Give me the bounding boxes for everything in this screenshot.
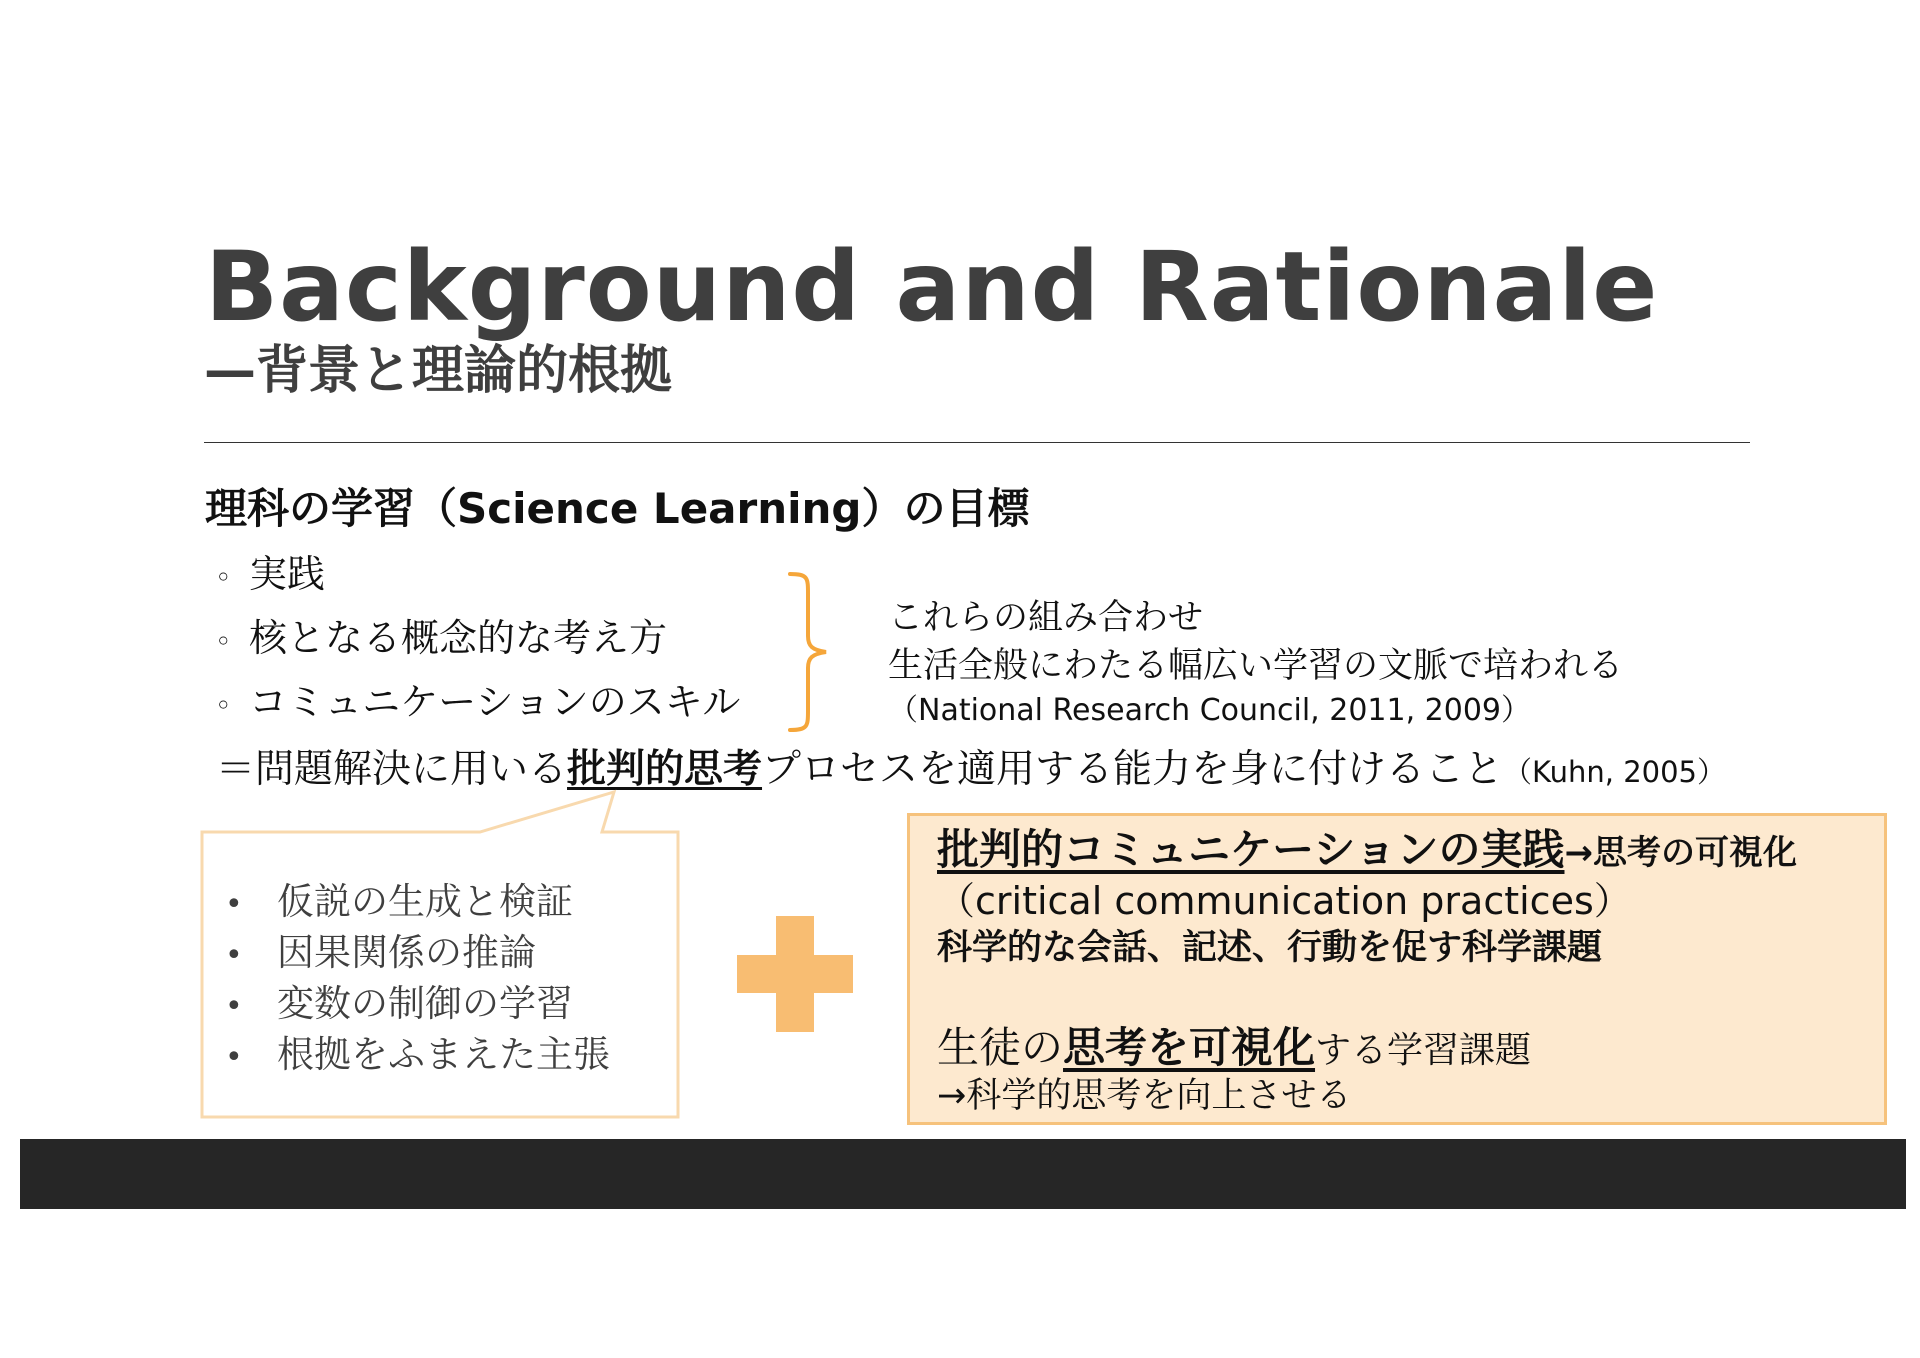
list-item xyxy=(215,676,740,740)
thinking-skill-list xyxy=(225,878,610,1082)
panel-heading-text: 批判的コミュニケーションの実践 xyxy=(937,825,1565,874)
plus-icon xyxy=(737,916,853,1032)
section-heading: 理科の学習（Science Learning）の目標 xyxy=(205,484,1030,533)
bullet-mark: ◦ xyxy=(215,689,232,722)
panel-line4-prefix: 生徒の xyxy=(937,1023,1064,1072)
panel-heading xyxy=(937,822,1797,881)
list-item xyxy=(215,548,740,612)
panel-line4-emphasis: 思考を可視化 xyxy=(1063,1023,1316,1072)
bullet-mark: • xyxy=(225,938,243,973)
bullet-text: 核となる概念的な考え方 xyxy=(249,616,668,660)
panel-description: 科学的な会話、記述、行動を促す科学課題 xyxy=(937,928,1603,968)
list-item xyxy=(215,612,740,676)
combination-note xyxy=(888,594,1623,732)
slide-title: Background and Rationale xyxy=(205,231,1659,343)
list-item xyxy=(225,929,610,980)
combination-line-1: これらの組み合わせ xyxy=(888,598,1204,638)
panel-english: （critical communication practices） xyxy=(937,879,1632,923)
combination-citation: （National Research Council, 2011, 2009） xyxy=(888,693,1532,728)
goal-emphasis: 批判的思考 xyxy=(567,747,763,792)
bullet-text: 実践 xyxy=(249,552,326,596)
bullet-mark: ◦ xyxy=(215,561,232,594)
panel-result-line: →科学的思考を向上させる xyxy=(937,1076,1352,1116)
callout-item-text: 根拠をふまえた主張 xyxy=(277,1033,610,1076)
list-item xyxy=(225,878,610,929)
callout-item-text: 因果関係の推論 xyxy=(277,931,536,974)
bullet-text: コミュニケーションのスキル xyxy=(249,680,741,724)
goal-bullet-list xyxy=(215,548,740,740)
bullet-mark: • xyxy=(225,887,243,922)
slide-subtitle: —背景と理論的根拠 xyxy=(204,341,673,401)
panel-visualize-line xyxy=(937,1020,1531,1079)
bullet-mark: • xyxy=(225,989,243,1024)
callout-item-text: 変数の制御の学習 xyxy=(277,982,573,1025)
bullet-mark: • xyxy=(225,1040,243,1075)
goal-citation: （Kuhn, 2005） xyxy=(1503,755,1726,789)
combination-line-2: 生活全般にわたる幅広い学習の文脈で培われる xyxy=(888,646,1624,686)
title-divider xyxy=(204,442,1750,443)
goal-middle: プロセスを適用する能力を身に付けること xyxy=(762,747,1504,792)
list-item xyxy=(225,980,610,1031)
callout-item-text: 仮説の生成と検証 xyxy=(277,880,573,923)
goal-prefix: ＝問題解決に用いる xyxy=(216,747,568,792)
bullet-mark: ◦ xyxy=(215,625,232,658)
panel-heading-arrow: →思考の可視化 xyxy=(1564,833,1797,873)
panel-line4-suffix: する学習課題 xyxy=(1315,1030,1532,1071)
footer-bar xyxy=(20,1139,1906,1209)
list-item xyxy=(225,1031,610,1082)
right-curly-brace-icon xyxy=(786,570,834,734)
